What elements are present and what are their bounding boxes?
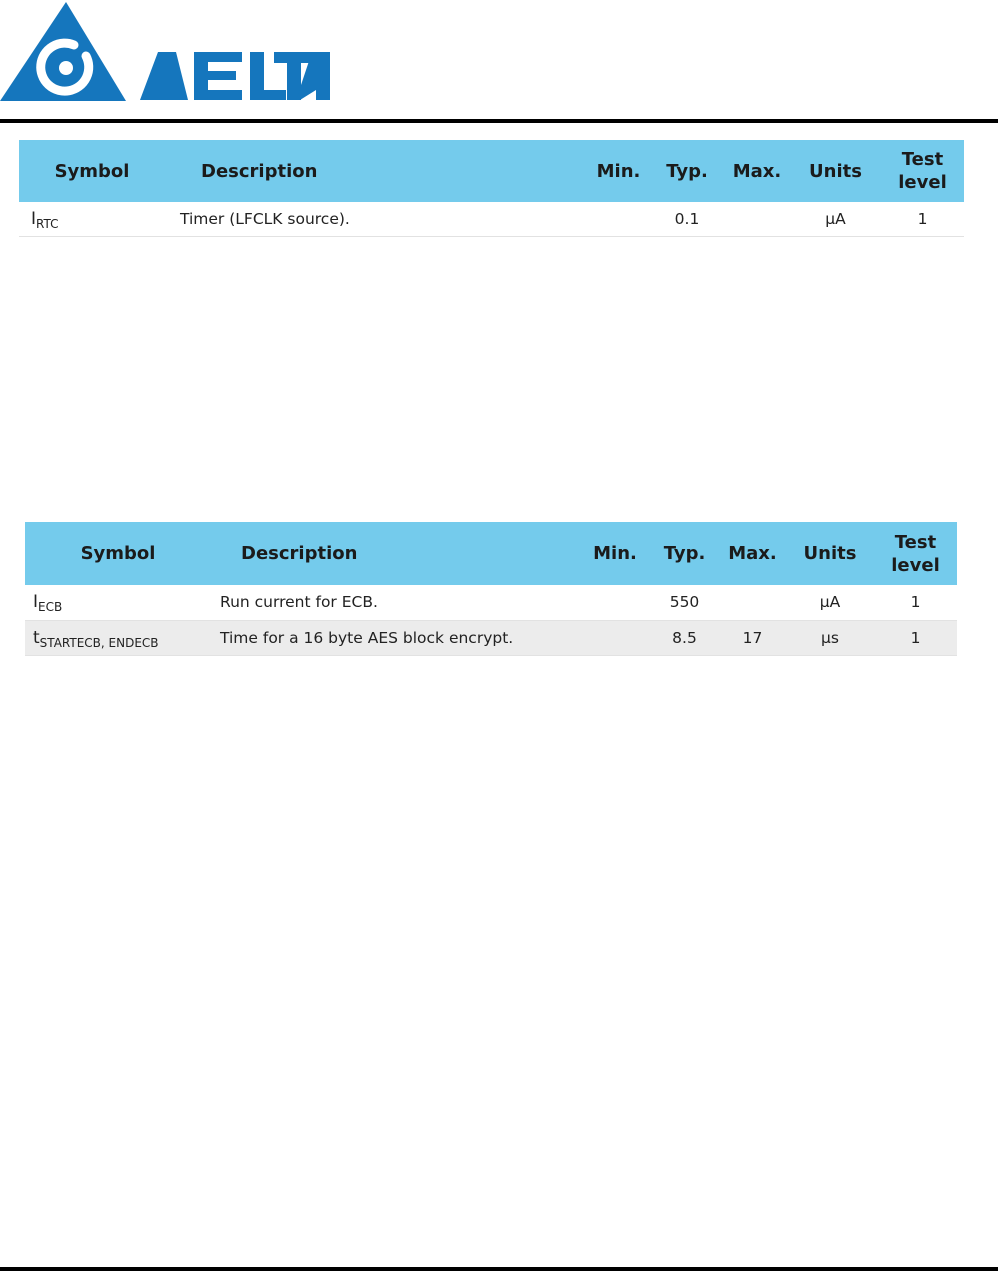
footer-rule (0, 1267, 998, 1271)
table-row (25, 585, 957, 620)
description-cell: Time for a 16 byte AES block encrypt. (211, 620, 580, 655)
table-row (25, 620, 957, 655)
col-typ: Typ. (650, 140, 724, 202)
header-rule (0, 119, 998, 123)
col-symbol: Symbol (19, 140, 165, 202)
col-test-level-line2: level (898, 172, 947, 193)
col-symbol: Symbol (25, 522, 211, 585)
min-cell (580, 620, 650, 655)
min-cell (587, 202, 650, 236)
table-header-row (25, 522, 957, 585)
col-test-level (881, 140, 964, 202)
ecb-table (25, 522, 957, 656)
units-cell: µA (790, 202, 881, 236)
units-cell: µA (786, 585, 874, 620)
symbol-main: I (31, 208, 37, 229)
typ-cell: 0.1 (650, 202, 724, 236)
units-cell: µs (786, 620, 874, 655)
delta-logo (0, 0, 332, 104)
symbol-main: t (33, 627, 40, 648)
description-cell: Timer (LFCLK source). (165, 202, 587, 236)
symbol-cell (25, 585, 211, 620)
col-test-level-line2: level (891, 554, 940, 576)
col-test-level-line1: Test (901, 149, 944, 170)
col-units: Units (790, 140, 881, 202)
symbol-cell (19, 202, 165, 236)
min-cell (580, 585, 650, 620)
symbol-subscript: ECB (38, 600, 63, 615)
col-max: Max. (724, 140, 790, 202)
table-row (19, 202, 964, 236)
col-test-level (874, 522, 957, 585)
col-units: Units (786, 522, 874, 585)
symbol-cell (25, 620, 211, 655)
test-level-cell: 1 (874, 620, 957, 655)
typ-cell: 550 (650, 585, 719, 620)
col-typ: Typ. (650, 522, 719, 585)
col-max: Max. (719, 522, 786, 585)
max-cell (724, 202, 790, 236)
symbol-subscript: STARTECB, ENDECB (39, 635, 159, 650)
col-min: Min. (587, 140, 650, 202)
col-description: Description (165, 140, 587, 202)
col-min: Min. (580, 522, 650, 585)
symbol-subscript: RTC (36, 216, 59, 231)
max-cell (719, 585, 786, 620)
symbol-main: I (33, 592, 39, 613)
rtc-current-table (19, 140, 964, 237)
description-cell: Run current for ECB. (211, 585, 580, 620)
max-cell: 17 (719, 620, 786, 655)
test-level-cell: 1 (881, 202, 964, 236)
typ-cell: 8.5 (650, 620, 719, 655)
table-header-row (19, 140, 964, 202)
test-level-cell: 1 (874, 585, 957, 620)
col-test-level-line1: Test (894, 531, 937, 553)
col-description: Description (211, 522, 580, 585)
